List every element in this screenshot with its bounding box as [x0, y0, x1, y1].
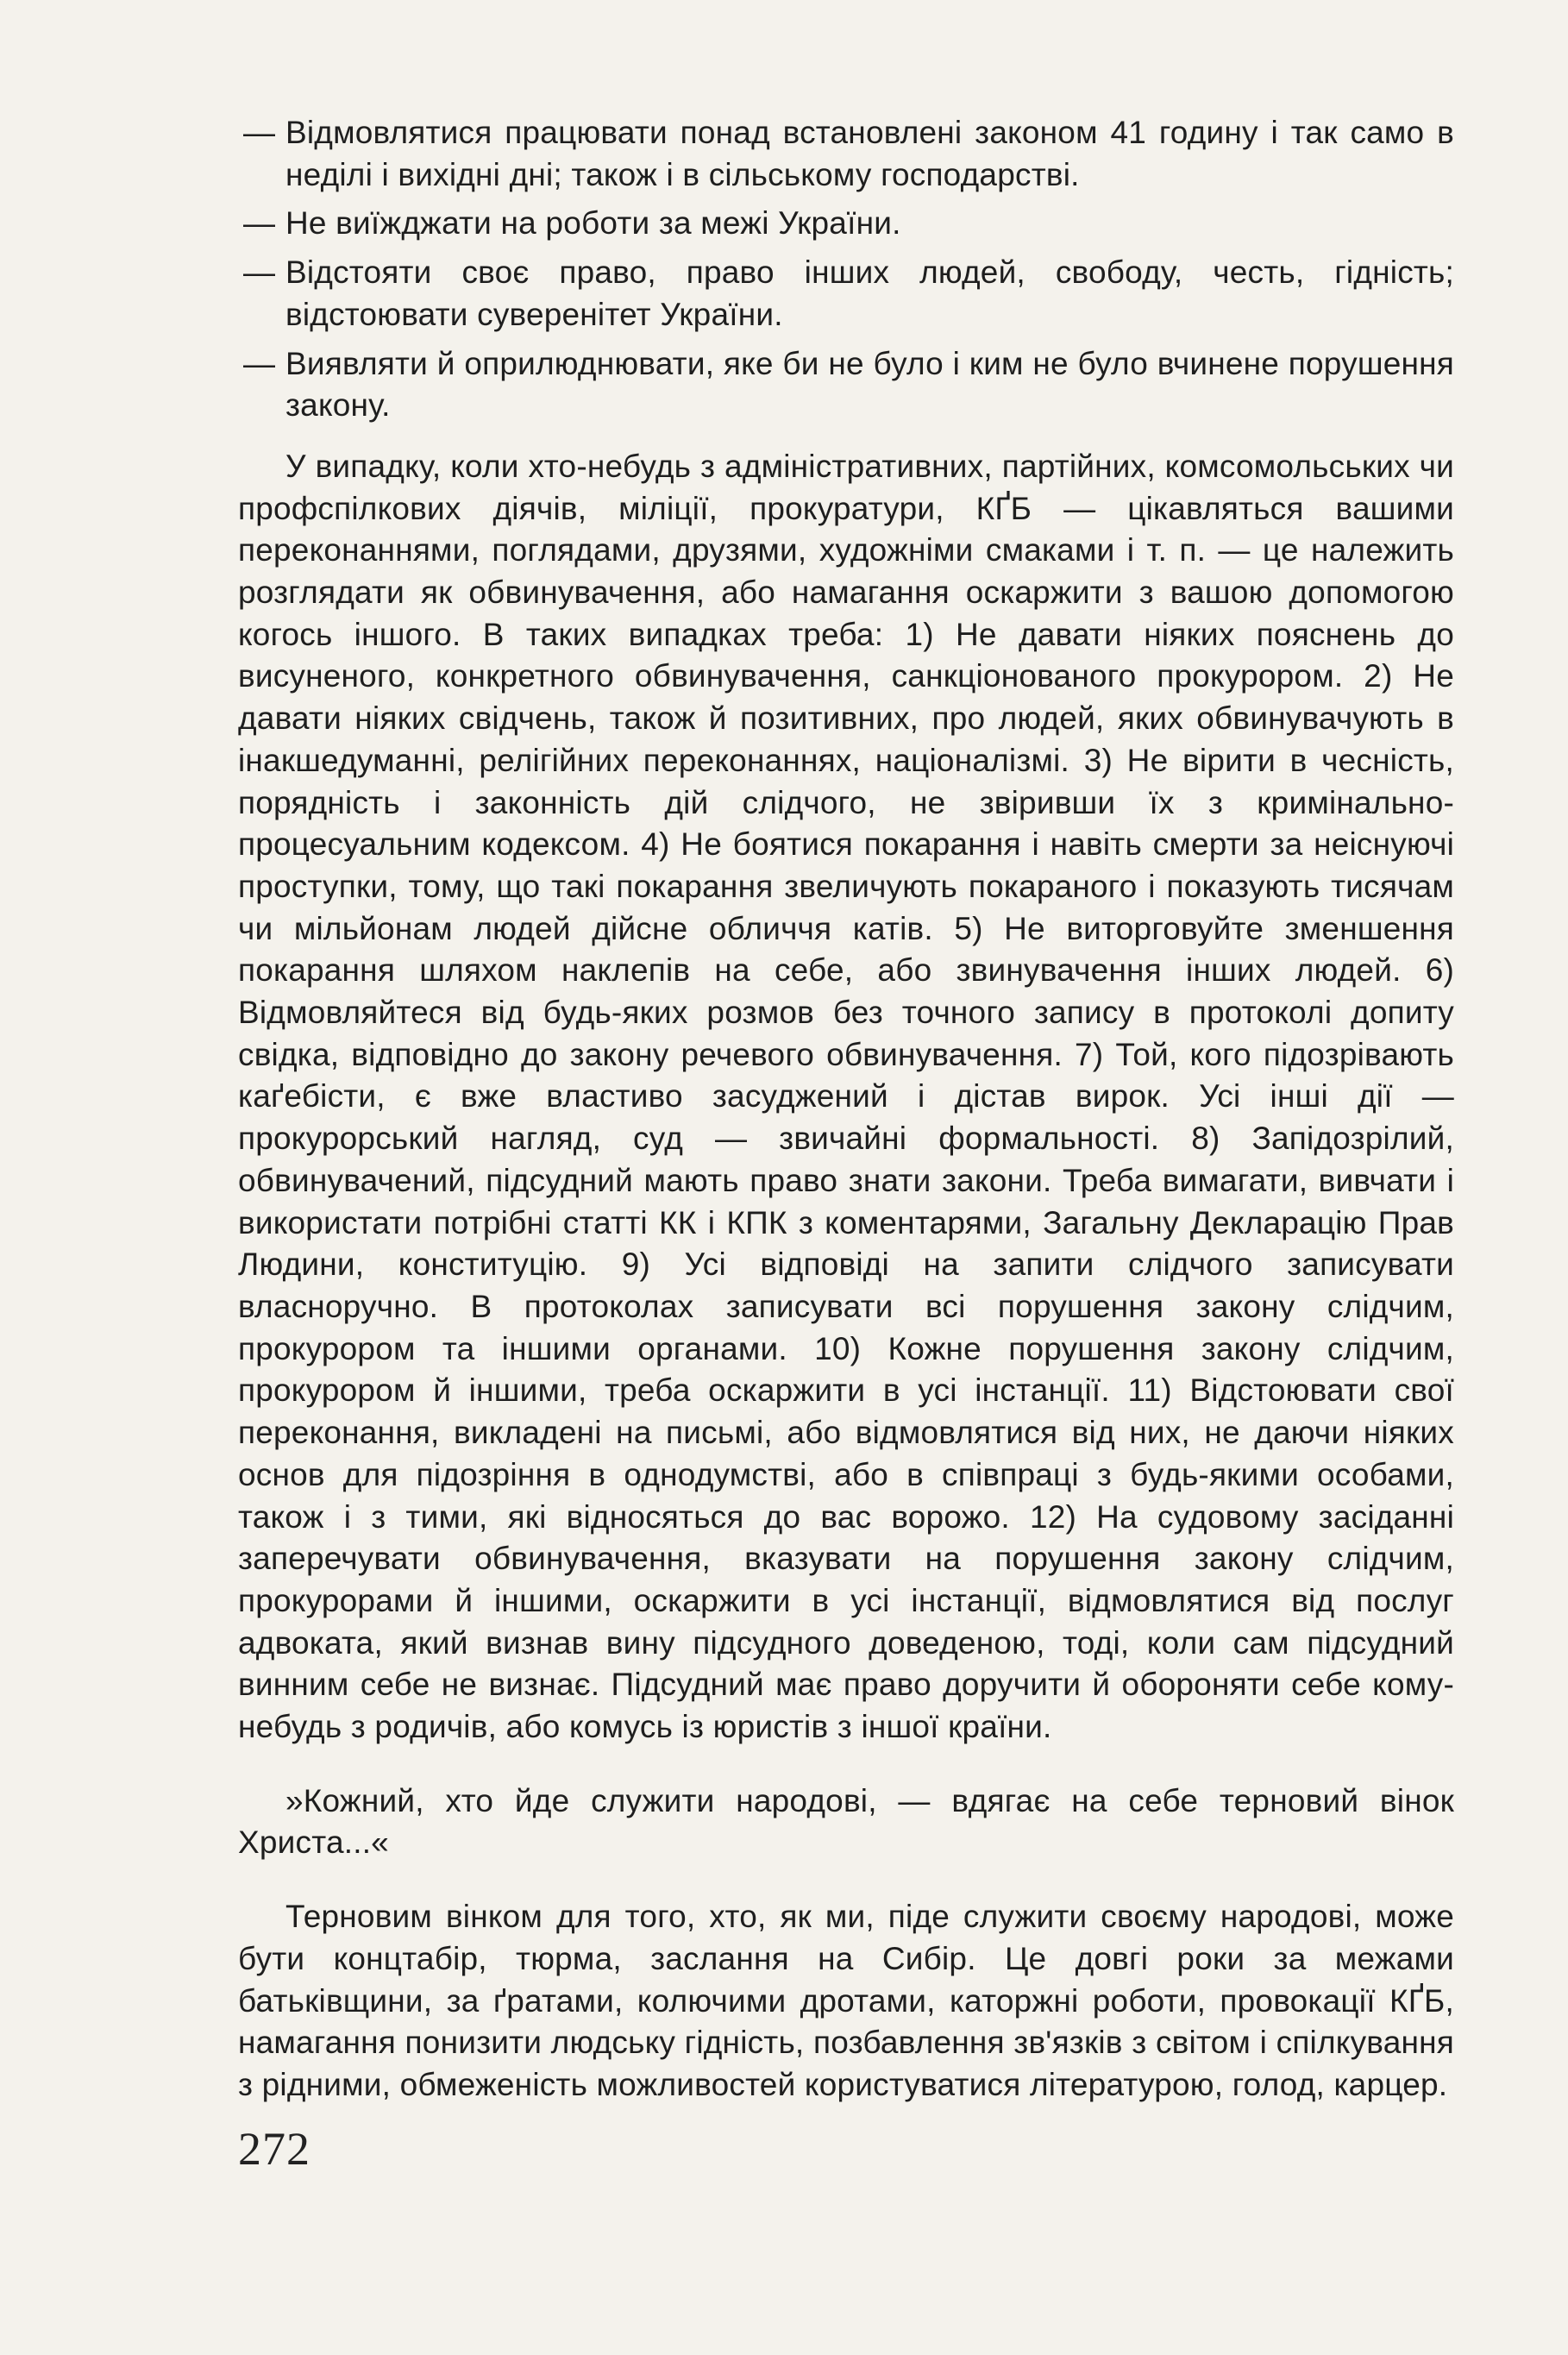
list-item-text: Відстояти своє право, право інших людей, свободу, честь, гідність; відстоювати суверенітет України.: [285, 254, 1454, 332]
list-item-text: Виявляти й оприлюднювати, яке би не було і ким не було вчинене порушення закону.: [285, 345, 1454, 424]
dash-marker: —: [243, 345, 276, 381]
dash-marker: —: [243, 205, 276, 242]
quote-paragraph: »Кожний, хто йде служити народові, — вдягає на себе терновий вінок Христа...«: [238, 1782, 1454, 1861]
dash-marker: —: [243, 115, 276, 150]
page-body: [238, 112, 1454, 2138]
dash-marker: —: [243, 254, 276, 291]
list-item: [238, 112, 1454, 196]
list-item: [238, 343, 1454, 427]
closing-paragraph: Терновим вінком для того, хто, як ми, піде служити своєму народові, може бути концтабір, тюрма, заслання на Сибір. Це довгі роки за межами батьківщини, за ґратами, колючими дротами, каторжні роботи, провокації КҐБ, намагання понизити людську гідність, позбавлення зв'язків з світом і спілкування з рідними, обмеженість можливостей користуватися літературою, голод, карцер.: [238, 1899, 1454, 2102]
list-item: [238, 252, 1454, 336]
list-item: [238, 203, 1454, 245]
list-item-text: Відмовлятися працювати понад встановлені законом 41 годину і так само в неділі і вихідні дні; також і в сільському господарстві.: [285, 115, 1454, 192]
list-item-text: Не виїжджати на роботи за межі України.: [285, 205, 901, 242]
main-paragraph: У випадку, коли хто-небудь з адміністративних, партійних, комсомольських чи профспілкових діячів, міліції, прокуратури, КҐБ — цікавляться вашими переконаннями, поглядами, друзями, художніми смаками і т. п. — це належить розглядати як обвинувачення, або намагання оскаржити з вашою допомогою когось іншого. В таких випадках треба: 1) Не давати ніяких пояснень до висуненого, конкретного обвинувачення, санкціонованого прокурором. 2) Не давати ніяких свідчень, також й позитивних, про людей, яких обвинувачують в інакшедуманні, релігійних переконаннях, націоналізмі. 3) Не вірити в чесність, порядність і законність дій слідчого, не звіривши їх з кримінально-процесуальним кодексом. 4) Не боятися покарання і навіть смерти за неіснуючі проступки, тому, що такі покарання звеличують покараного і показують тисячам чи мільйонам людей дійсне обличчя катів. 5) Не виторговуйте зменшення покарання шляхом наклепів на себе, або звинувачення інших людей. 6) Відмовляйтеся від будь-яких розмов без точного запису в протоколі допиту свідка, відповідно до закону речевого обвинувачення. 7) Той, кого підозрівають каґебісти, є вже властиво засуджений і дістав вирок. Усі інші дії — прокурорський нагляд, суд — звичайні формальності. 8) Запідозрілий, обвинувачений, підсудний мають право знати закони. Треба вимагати, вивчати і використати потрібні статті КК і КПК з коментарями, Загальну Декларацію Прав Людини, конституцію. 9) Усі відповіді на запити слідчого записувати власноручно. В протоколах записувати всі порушення закону слідчим, прокурором та іншими органами. 10) Кожне порушення закону слідчим, прокурором й іншими, треба оскаржити в усі інстанції. 11) Відстоювати свої переконання, викладені на письмі, або відмовлятися від них, не даючи ніяких основ для підозріння в однодумстві, або в співпраці з будь-якими особами, також і з тими, які відносяться до вас ворожо. 12) На судовому засіданні заперечувати обвинувачення, вказувати на порушення закону слідчим, прокурорами й іншими, оскаржити в усі інстанції, відмовлятися від послуг адвоката, який визнав вину підсудного доведеною, тоді, коли сам підсудний винним себе не визнає. Підсудний має право доручити й обороняти себе кому-небудь з родичів, або комусь із юристів з іншої країни.: [238, 448, 1454, 1745]
page-number: 272: [238, 2123, 310, 2175]
